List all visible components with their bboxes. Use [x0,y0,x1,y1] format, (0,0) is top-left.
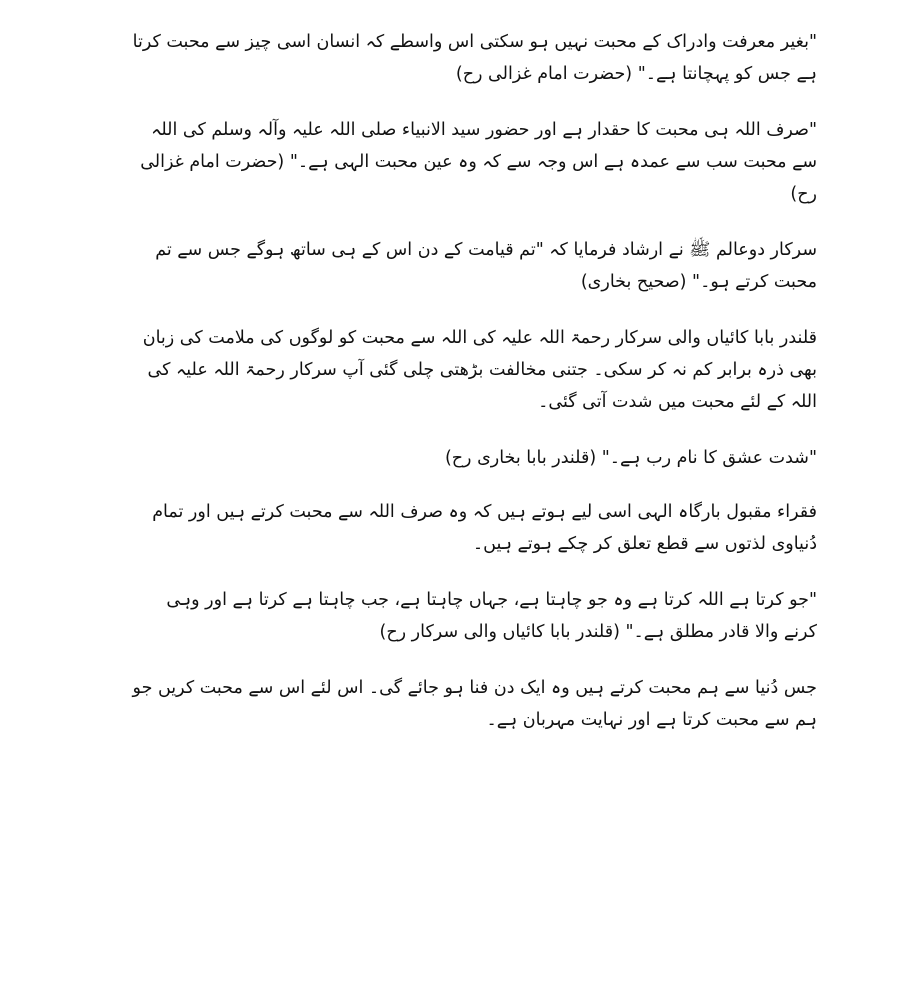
quote-paragraph-4: "جو کرتا ہے اللہ کرتا ہے وہ جو چاہتا ہے، جہاں چاہتا ہے، جب چاہتا ہے کرتا ہے اور وہی کرنے والا قادر مطلق ہے۔" (قلندر بابا کائیاں والی سرکار رح) [166,590,817,642]
hadith-paragraph: سرکار دوعالم ﷺ نے ارشاد فرمایا کہ "تم قیامت کے دن اس کے ہی ساتھ ہوگے جس سے تم محبت کرتے ہو۔" (صحیح بخاری) [155,240,817,292]
commentary-paragraph-1: قلندر بابا کائیاں والی سرکار رحمۃ اللہ علیہ کی اللہ سے محبت کو لوگوں کی ملامت کی زبان بھی ذرہ برابر کم نہ کر سکی۔ جتنی مخالفت بڑھتی چلی گئی آپ سرکار رحمۃ اللہ علیہ کی اللہ کے لئے محبت میں شدت آتی گئی۔ [142,328,817,412]
quote-paragraph-2: "صرف اللہ ہی محبت کا حقدار ہے اور حضور سید الانبیاء صلی اللہ علیہ وآلہ وسلم کی اللہ سے محبت سب سے عمدہ ہے اس وجہ سے کہ وہ عین محبت الہی ہے۔" (حضرت امام غزالی رح) [140,120,817,204]
quote-paragraph-1: "بغیر معرفت وادراک کے محبت نہیں ہو سکتی اس واسطے کہ انسان اسی چیز سے محبت کرتا ہے جس کو پہچانتا ہے۔" (حضرت امام غزالی رح) [132,32,817,84]
quote-paragraph-3: "شدت عشق کا نام رب ہے۔" (قلندر بابا بخاری رح) [444,448,817,468]
commentary-paragraph-2: فقراء مقبول بارگاہ الہی اسی لیے ہوتے ہیں کہ وہ صرف اللہ سے محبت کرتے ہیں اور تمام دُنیاوی لذتوں سے قطع تعلق کر چکے ہوتے ہیں۔ [152,502,817,554]
closing-paragraph: جس دُنیا سے ہم محبت کرتے ہیں وہ ایک دن فنا ہو جائے گی۔ اس لئے اس سے محبت کریں جو ہم سے محبت کرتا ہے اور نہایت مہربان ہے۔ [132,678,817,730]
